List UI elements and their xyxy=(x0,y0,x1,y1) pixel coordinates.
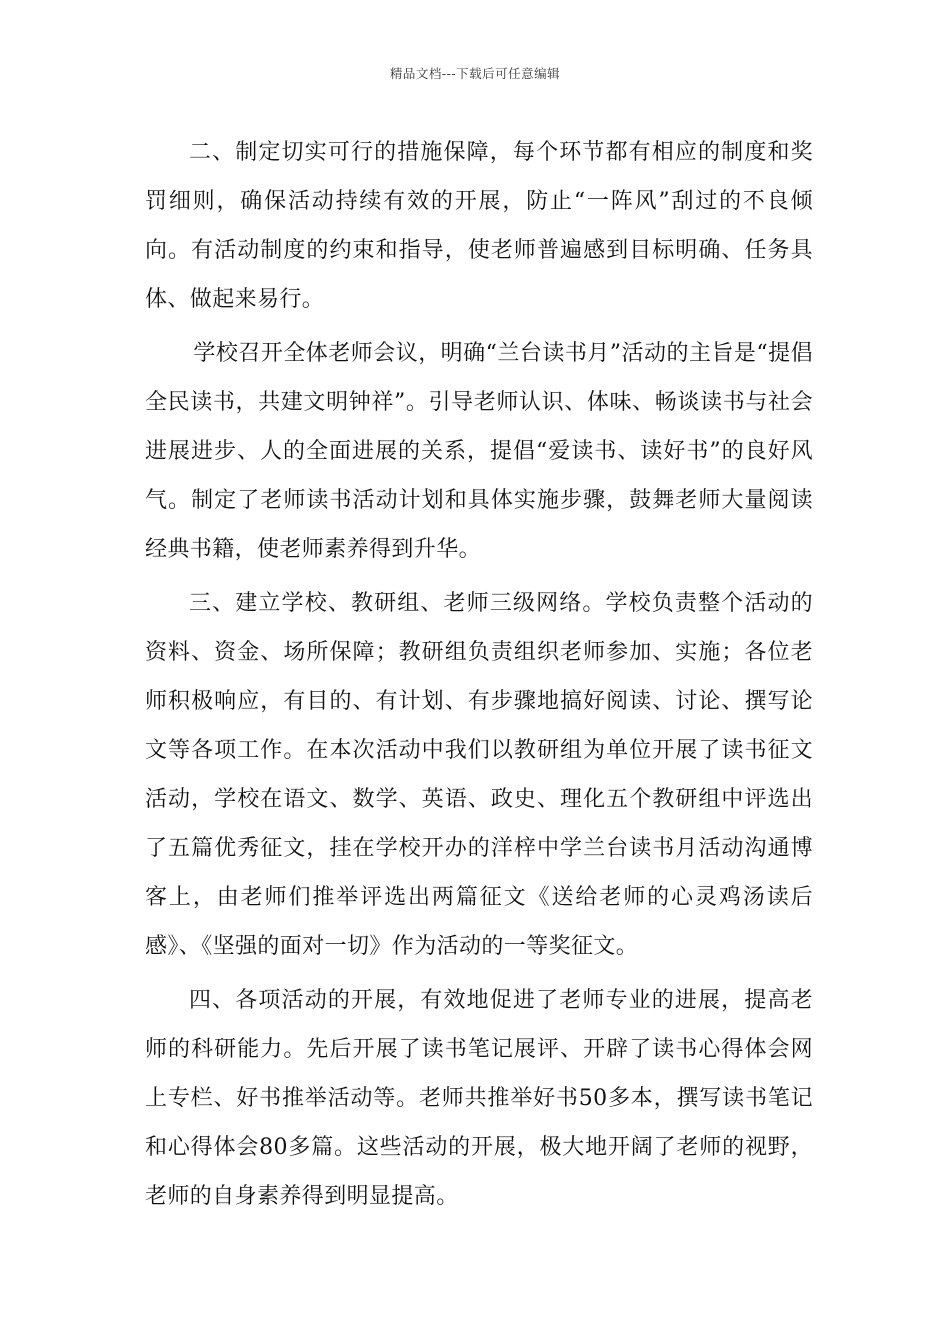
page-header: 精品文档---下载后可任意编辑 xyxy=(389,66,561,81)
paragraph-meeting: 学校召开全体老师会议，明确“兰台读书月”活动的主旨是“提倡全民读书，共建文明钟祥”。引导老师认识、体味、畅谈读书与社会进展进步、人的全面进展的关系，提倡“爱读书、读好书”的良好风气。制定了老师读书活动计划和具体实施步骤，鼓舞老师大量阅读经典书籍，使老师素养得到升华。 xyxy=(145,341,813,562)
paragraph-measures: 二、制定切实可行的措施保障，每个环节都有相应的制度和奖罚细则，确保活动持续有效的开展，防止“一阵风”刮过的不良倾向。有活动制度的约束和指导，使老师普遍感到目标明确、任务具体、做起来易行。 xyxy=(145,140,813,312)
paragraph-network: 三、建立学校、教研组、老师三级网络。学校负责整个活动的资料、资金、场所保障；教研组负责组织老师参加、实施；各位老师积极响应，有目的、有计划、有步骤地搞好阅读、讨论、撰写论文等各项工作。在本次活动中我们以教研组为单位开展了读书征文活动，学校在语文、数学、英语、政史、理化五个教研组中评选出了五篇优秀征文，挂在学校开办的洋梓中学兰台读书月活动沟通博客上，由老师们推举评选出两篇征文《送给老师的心灵鸡汤读后感》、《坚强的面对一切》作为活动的一等奖征文。 xyxy=(145,591,813,959)
document-body xyxy=(145,128,813,1226)
paragraph-activities: 四、各项活动的开展，有效地促进了老师专业的进展，提高老师的科研能力。先后开展了读书笔记展评、开辟了读书心得体会网上专栏、好书推举活动等。老师共推举好书50多本，撰写读书笔记和心得体会80多篇。这些活动的开展，极大地开阔了老师的视野，老师的自身素养得到明显提高。 xyxy=(145,988,813,1209)
